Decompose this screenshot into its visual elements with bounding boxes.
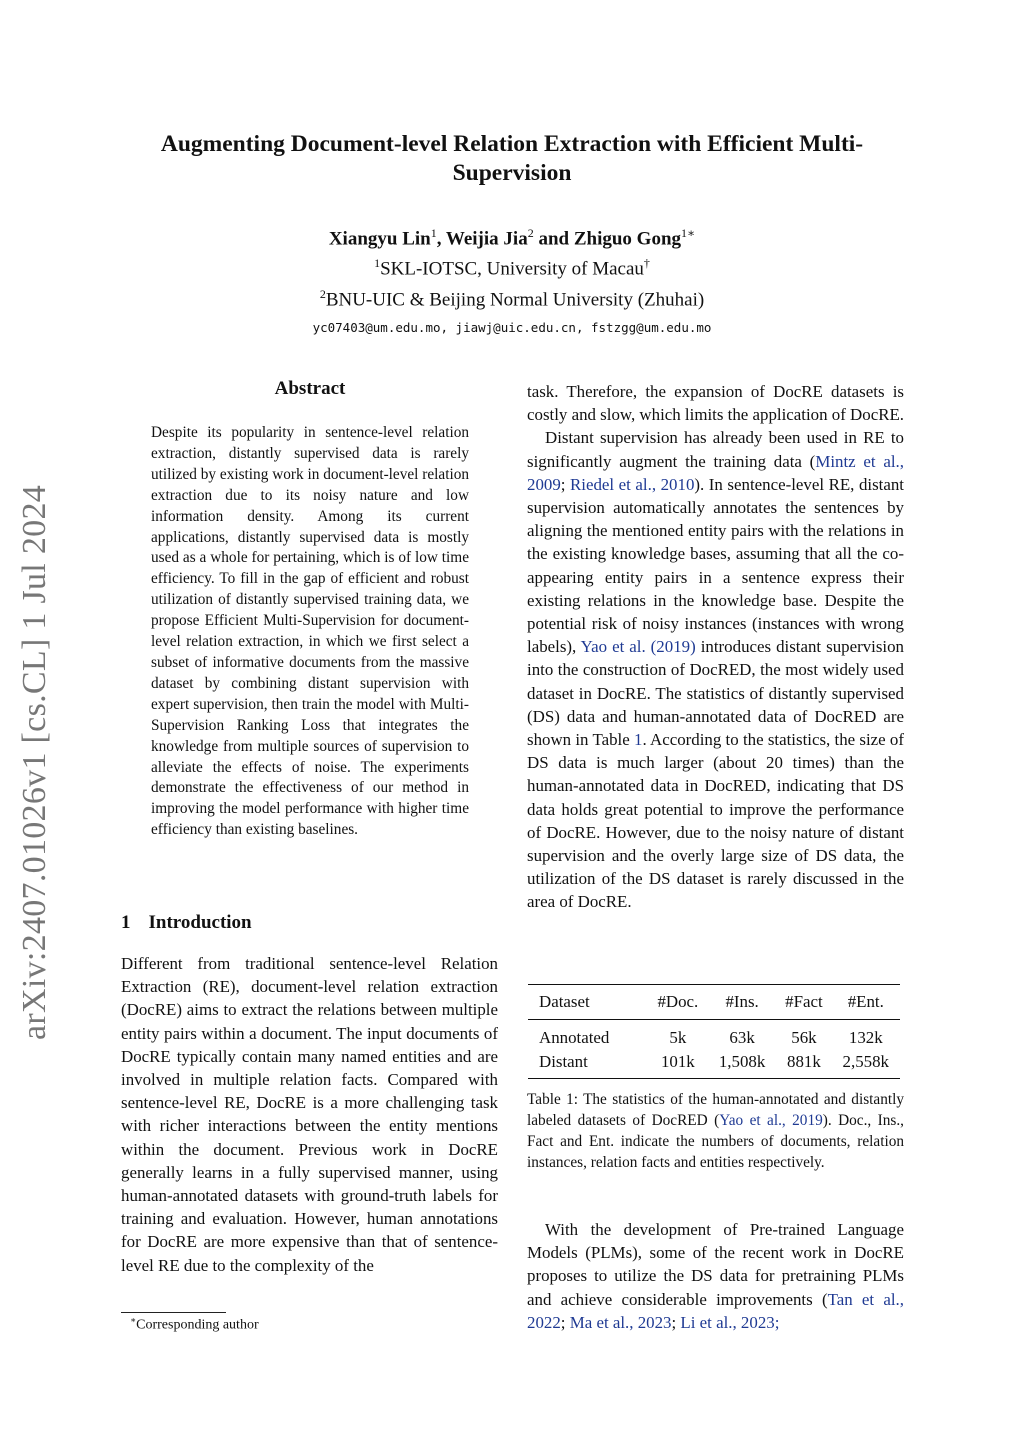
table-cell: 63k bbox=[729, 1028, 755, 1047]
author-affiliation-mark: 2 bbox=[527, 226, 534, 240]
column-header: #Doc. bbox=[657, 992, 699, 1011]
table-cell: Annotated bbox=[539, 1028, 610, 1047]
table-cell: Distant bbox=[539, 1052, 588, 1071]
author-emails: yc07403@um.edu.mo, jiawj@uic.edu.cn, fstzgg@um.edu.mo bbox=[312, 319, 712, 335]
section-number: 1 bbox=[121, 912, 131, 933]
table-cell: 101k bbox=[660, 1052, 695, 1071]
table-cell: 56k bbox=[791, 1028, 817, 1047]
citation-link[interactable]: Ma et al., 2023 bbox=[569, 1312, 672, 1332]
author-names: Xiangyu Lin$^1$, Weijia Jia$^2$ and Zhiguo Gong$^{1∗}$ bbox=[328, 226, 696, 250]
paragraph: task. Therefore, the expansion of DocRE datasets is costly and slow, which limits the application of DocRE. bbox=[527, 382, 905, 425]
section-heading bbox=[121, 912, 252, 934]
table-header-row bbox=[528, 985, 900, 1020]
citation-link[interactable]: Tan et al., 2022 bbox=[527, 1289, 904, 1332]
table-cell: 132k bbox=[848, 1028, 883, 1047]
stats-table bbox=[528, 984, 900, 1079]
table-row bbox=[528, 1020, 900, 1051]
arxiv-stamp: arXiv:2407.01026v1 [cs.CL] 1 Jul 2024 bbox=[16, 484, 53, 1040]
citation-link[interactable]: Yao et al. (2019) bbox=[580, 637, 696, 657]
intro-paragraph: Different from traditional sentence-level Relation Extraction (RE), document-level relation extraction (DocRE) aims to extract the relations between multiple entity pairs within a document. The input documents of DocRE typically contain many named entities and are involved in multiple relation facts. Compared with sentence-level RE, DocRE is a more challenging task with richer interactions between the entity mentions within the document. Previous work in DocRE generally learns in a fully supervised manner, using human-annotated datasets with ground-truth labels for training and evaluation. However, human annotations for DocRE are more expensive than that of sentence-level RE due to the complexity of the bbox=[121, 954, 498, 1275]
footnote-rule bbox=[121, 1312, 226, 1313]
citation-link[interactable]: Mintz et al., 2009 bbox=[527, 451, 904, 494]
table-caption: Table 1: The statistics of the human-annotated and distantly labeled datasets of DocRED (Yao et al., 2019). Doc., Ins., Fact and Ent. indicate the numbers of documents, relation instances, relation facts and entities respectively. bbox=[527, 1091, 904, 1171]
table-cell: 2,558k bbox=[842, 1052, 889, 1071]
citation-link[interactable]: Li et al., 2023 bbox=[680, 1312, 775, 1332]
footnote: ∗Corresponding author bbox=[130, 1315, 259, 1333]
table-ref-link[interactable]: 1 bbox=[634, 730, 643, 750]
citation-link[interactable]: Yao et al., 2019 bbox=[719, 1111, 823, 1129]
affiliation-1: $^1$SKL-IOTSC, University of Macau† bbox=[374, 256, 650, 280]
table-row bbox=[528, 1050, 900, 1079]
table-cell: 5k bbox=[669, 1028, 687, 1047]
affiliation-2: $^2$BNU-UIC & Beijing Normal University (Zhuhai) bbox=[319, 286, 705, 310]
author-name: Weijia Jia bbox=[445, 228, 528, 250]
abstract-heading: Abstract bbox=[274, 378, 346, 399]
author-name: Xiangyu Lin bbox=[328, 228, 431, 250]
table-cell: 1,508k bbox=[718, 1052, 766, 1071]
citation-link[interactable]: Riedel et al., 2010 bbox=[570, 474, 695, 494]
author-name: Zhiguo Gong bbox=[573, 228, 682, 250]
paragraph: With the development of Pre-trained Language Models (PLMs), some of the recent work in DocRE proposes to utilize the DS data for pretraining PLMs and achieve considerable improvements (Tan et al., 2022; Ma et al., 2023; Li et al., 2023; bbox=[527, 1220, 904, 1332]
paragraph: Distant supervision has already been used in RE to significantly augment the training data (Mintz et al., 2009; Riedel et al., 2010). In sentence-level RE, distant supervision automatically annotates the sentences by aligning the mentioned entity pairs with the relations in the existing knowledge bases, assuming that all the co-appearing entity pairs in a sentence express their existing relations in the knowledge base. Despite the potential risk of noisy instances (instances with wrong labels), Yao et al. (2019) introduces distant supervision into the construction of DocRED, the most widely used dataset in DocRE. The statistics of distantly supervised (DS) data and human-annotated data of DocRED are shown in Table 1. According to the statistics, the size of DS data is much larger (about 20 times) than the human-annotated data in DocRED, indicating that DS data holds great potential to improve the performance of DocRE. However, due to the noisy nature of distant supervision and the overly large size of DS data, the utilization of the DS dataset is rarely discussed in the area of DocRE. bbox=[527, 428, 905, 912]
right-column-text bbox=[527, 380, 904, 914]
column-header: #Ins. bbox=[725, 992, 759, 1011]
author-block bbox=[130, 221, 894, 340]
abstract-text: Despite its popularity in sentence-level relation extraction, distantly supervised data is rarely utilized by existing work in document-level relation extraction due to its noisy nature and low information density. Among its current applications, distantly supervised data is mostly used as a whole for pertaining, which is of low time efficiency. To fill in the gap of efficient and robust utilization of distantly supervised training data, we propose Efficient Multi-Supervision for document-level relation extraction, in which we first select a subset of informative documents from the massive dataset by combining distant supervision with expert supervision, then train the model with Multi-Supervision Ranking Loss that integrates the knowledge from multiple sources of supervision to alleviate the effects of noise. The experiments demonstrate the effectiveness of our method in improving the model performance with higher time efficiency than existing baselines. bbox=[151, 424, 469, 839]
author-affiliation-mark: 1 bbox=[430, 226, 437, 240]
author-affiliation-mark: 1∗ bbox=[681, 226, 696, 240]
paper-title: Augmenting Document-level Relation Extraction with Efficient Multi-Supervision bbox=[160, 131, 864, 186]
column-header: Dataset bbox=[539, 992, 590, 1011]
table-cell: 881k bbox=[787, 1052, 821, 1071]
column-header: #Fact bbox=[785, 992, 823, 1011]
column-header: #Ent. bbox=[847, 992, 884, 1011]
section-title: Introduction bbox=[148, 912, 252, 933]
